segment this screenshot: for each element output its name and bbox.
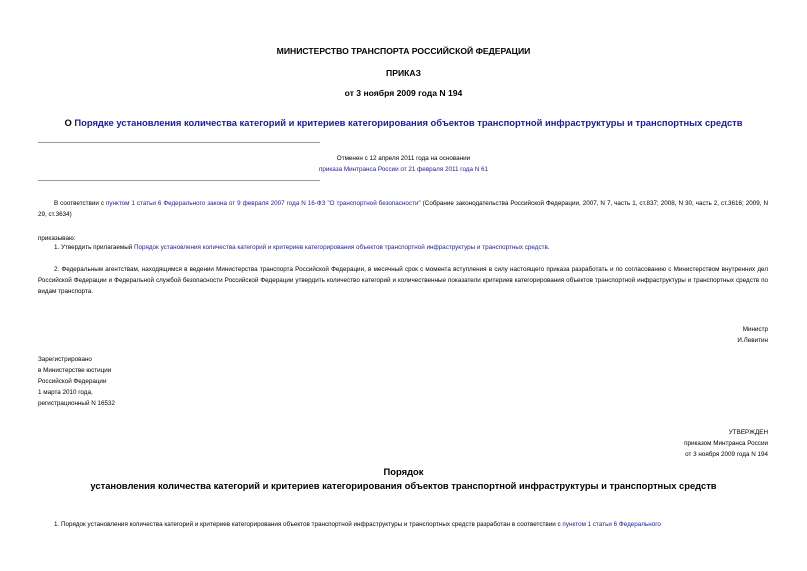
signature-position: Министр [742, 326, 768, 333]
doc-title [0, 117, 807, 128]
registration-block [38, 354, 115, 409]
item-2: 2. Федеральным агентствам, находящимся в ведении Министерства транспорта Российской Федерации, в месячный срок с момента вступления в силу настоящего приказа разработать и по согласованию с Министерством внутренних дел Российской Федерации и Федеральной службой безопасности Российской Федерации утвердить количество категорий и количественные показатели критериев категорирования объектов транспортной инфраструктуры и транспортных средств по видам транспорта. [38, 266, 768, 295]
preamble-suffix: (Собрание законодательства Российской Федерации, 2007, N 7, часть 1, ст.837; 2008, N 30, часть 2, ст.3616; 2009, N 29, ст.3634) [38, 200, 769, 218]
divider-top [38, 142, 320, 143]
procedure-p1-text: 1. Порядок установления количества категорий и критериев категорирования объектов транспортной инфраструктуры и транспортных средств разработан в соответствии с [54, 521, 563, 528]
preamble-paragraph [38, 198, 768, 220]
cancel-notice-link-row [0, 164, 807, 175]
procedure-p1-link[interactable]: пунктом 1 статьи 6 Федерального [562, 521, 661, 528]
procedure-heading: Порядок [383, 466, 424, 477]
divider-bottom [38, 180, 320, 181]
cancel-notice-link[interactable]: приказа Минтранса России от 21 февраля 2011 года N 61 [318, 166, 489, 173]
approval-line: УТВЕРЖДЕН [728, 429, 768, 436]
order-word: приказываю: [38, 235, 76, 242]
registration-line: Зарегистрировано [38, 356, 92, 363]
signature-name: И.Левитин [737, 337, 768, 344]
registration-line: в Министерстве юстиции [38, 367, 112, 374]
approval-line: приказом Минтранса России [684, 440, 768, 447]
preamble-law-link[interactable]: пунктом 1 статьи 6 Федерального закона от 9 февраля 2007 года N 16-ФЗ "О транспортной безопасности" [106, 200, 421, 207]
registration-line: регистрационный N 16532 [38, 400, 116, 407]
ministry-heading: МИНИСТЕРСТВО ТРАНСПОРТА РОССИЙСКОЙ ФЕДЕРАЦИИ [276, 46, 531, 56]
doc-title-link[interactable]: Порядке установления количества категорий и критериев категорирования объектов транспортной инфраструктуры и транспортных средств [74, 117, 743, 128]
item-1-link[interactable]: Порядок установления количества категорий и критериев категорирования объектов транспортной инфраструктуры и транспортных средств [134, 244, 548, 251]
approval-line: от 3 ноября 2009 года N 194 [685, 451, 768, 458]
procedure-subheading: установления количества категорий и критериев категорирования объектов транспортной инфраструктуры и транспортных средств [90, 480, 717, 491]
preamble-prefix: В соответствии с [54, 200, 106, 207]
item-1-prefix: 1. Утвердить прилагаемый [54, 244, 135, 251]
registration-line: Российской Федерации [38, 378, 107, 385]
item-1-suffix: . [547, 244, 550, 251]
doc-title-prefix: О [64, 117, 75, 128]
doc-type: ПРИКАЗ [386, 68, 421, 78]
doc-date: от 3 ноября 2009 года N 194 [344, 88, 463, 98]
cancel-notice: Отменен с 12 апреля 2011 года на основании [336, 155, 471, 162]
approval-block [568, 427, 768, 460]
item-1 [54, 242, 768, 253]
procedure-paragraph-1 [38, 519, 768, 530]
registration-line: 1 марта 2010 года, [38, 389, 93, 396]
